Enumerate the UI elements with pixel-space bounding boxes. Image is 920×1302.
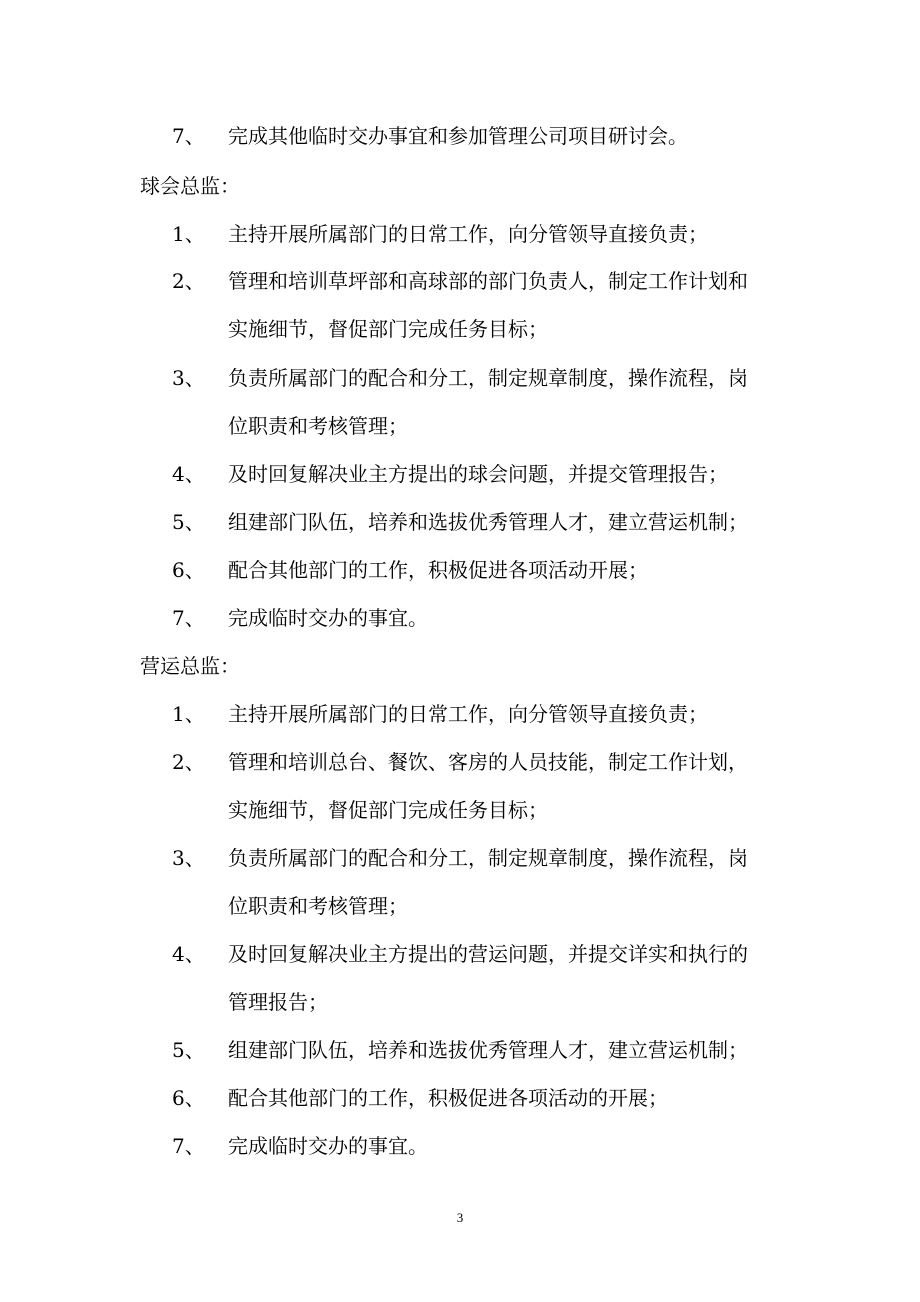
item-number: 5、 xyxy=(172,1038,205,1062)
item-text: 组建部门队伍，培养和选拔优秀管理人才，建立营运机制； xyxy=(228,1038,748,1062)
item-number: 5、 xyxy=(172,510,205,534)
item-text: 主持开展所属部门的日常工作，向分管领导直接负责； xyxy=(228,222,708,246)
item-number: 2、 xyxy=(172,750,205,774)
section-heading-operations-director: 营运总监： xyxy=(140,654,240,678)
item-text: 完成其他临时交办事宜和参加管理公司项目研讨会。 xyxy=(228,124,688,148)
item-text: 组建部门队伍，培养和选拔优秀管理人才，建立营运机制； xyxy=(228,510,748,534)
item-text: 管理报告； xyxy=(228,990,328,1014)
item-number: 6、 xyxy=(172,558,205,582)
item-text: 负责所属部门的配合和分工，制定规章制度，操作流程，岗 xyxy=(228,846,748,870)
item-number: 7、 xyxy=(172,1134,205,1158)
item-number: 4、 xyxy=(172,942,205,966)
item-text: 配合其他部门的工作，积极促进各项活动的开展； xyxy=(228,1086,668,1110)
item-text: 实施细节，督促部门完成任务目标； xyxy=(228,317,548,341)
item-number: 3、 xyxy=(172,846,205,870)
section-heading-golf-director: 球会总监： xyxy=(140,174,240,198)
item-text: 及时回复解决业主方提出的球会问题，并提交管理报告； xyxy=(228,462,728,486)
item-text: 负责所属部门的配合和分工，制定规章制度，操作流程，岗 xyxy=(228,366,748,390)
page-number: 3 xyxy=(456,1210,464,1225)
item-number: 7、 xyxy=(172,124,205,148)
item-number: 2、 xyxy=(172,269,205,293)
item-text: 实施细节，督促部门完成任务目标； xyxy=(228,798,548,822)
item-text: 管理和培训总台、餐饮、客房的人员技能，制定工作计划， xyxy=(228,750,748,774)
item-number: 7、 xyxy=(172,606,205,630)
item-text: 及时回复解决业主方提出的营运问题，并提交详实和执行的 xyxy=(228,942,748,966)
item-number: 3、 xyxy=(172,366,205,390)
item-number: 1、 xyxy=(172,702,205,726)
item-text: 管理和培训草坪部和高球部的部门负责人，制定工作计划和 xyxy=(228,269,748,293)
item-text: 位职责和考核管理； xyxy=(228,414,408,438)
item-text: 主持开展所属部门的日常工作，向分管领导直接负责； xyxy=(228,702,708,726)
item-text: 完成临时交办的事宜。 xyxy=(228,1134,428,1158)
item-number: 4、 xyxy=(172,462,205,486)
item-text: 位职责和考核管理； xyxy=(228,894,408,918)
item-number: 6、 xyxy=(172,1086,205,1110)
item-text: 完成临时交办的事宜。 xyxy=(228,606,428,630)
item-text: 配合其他部门的工作，积极促进各项活动开展； xyxy=(228,558,648,582)
item-number: 1、 xyxy=(172,222,205,246)
